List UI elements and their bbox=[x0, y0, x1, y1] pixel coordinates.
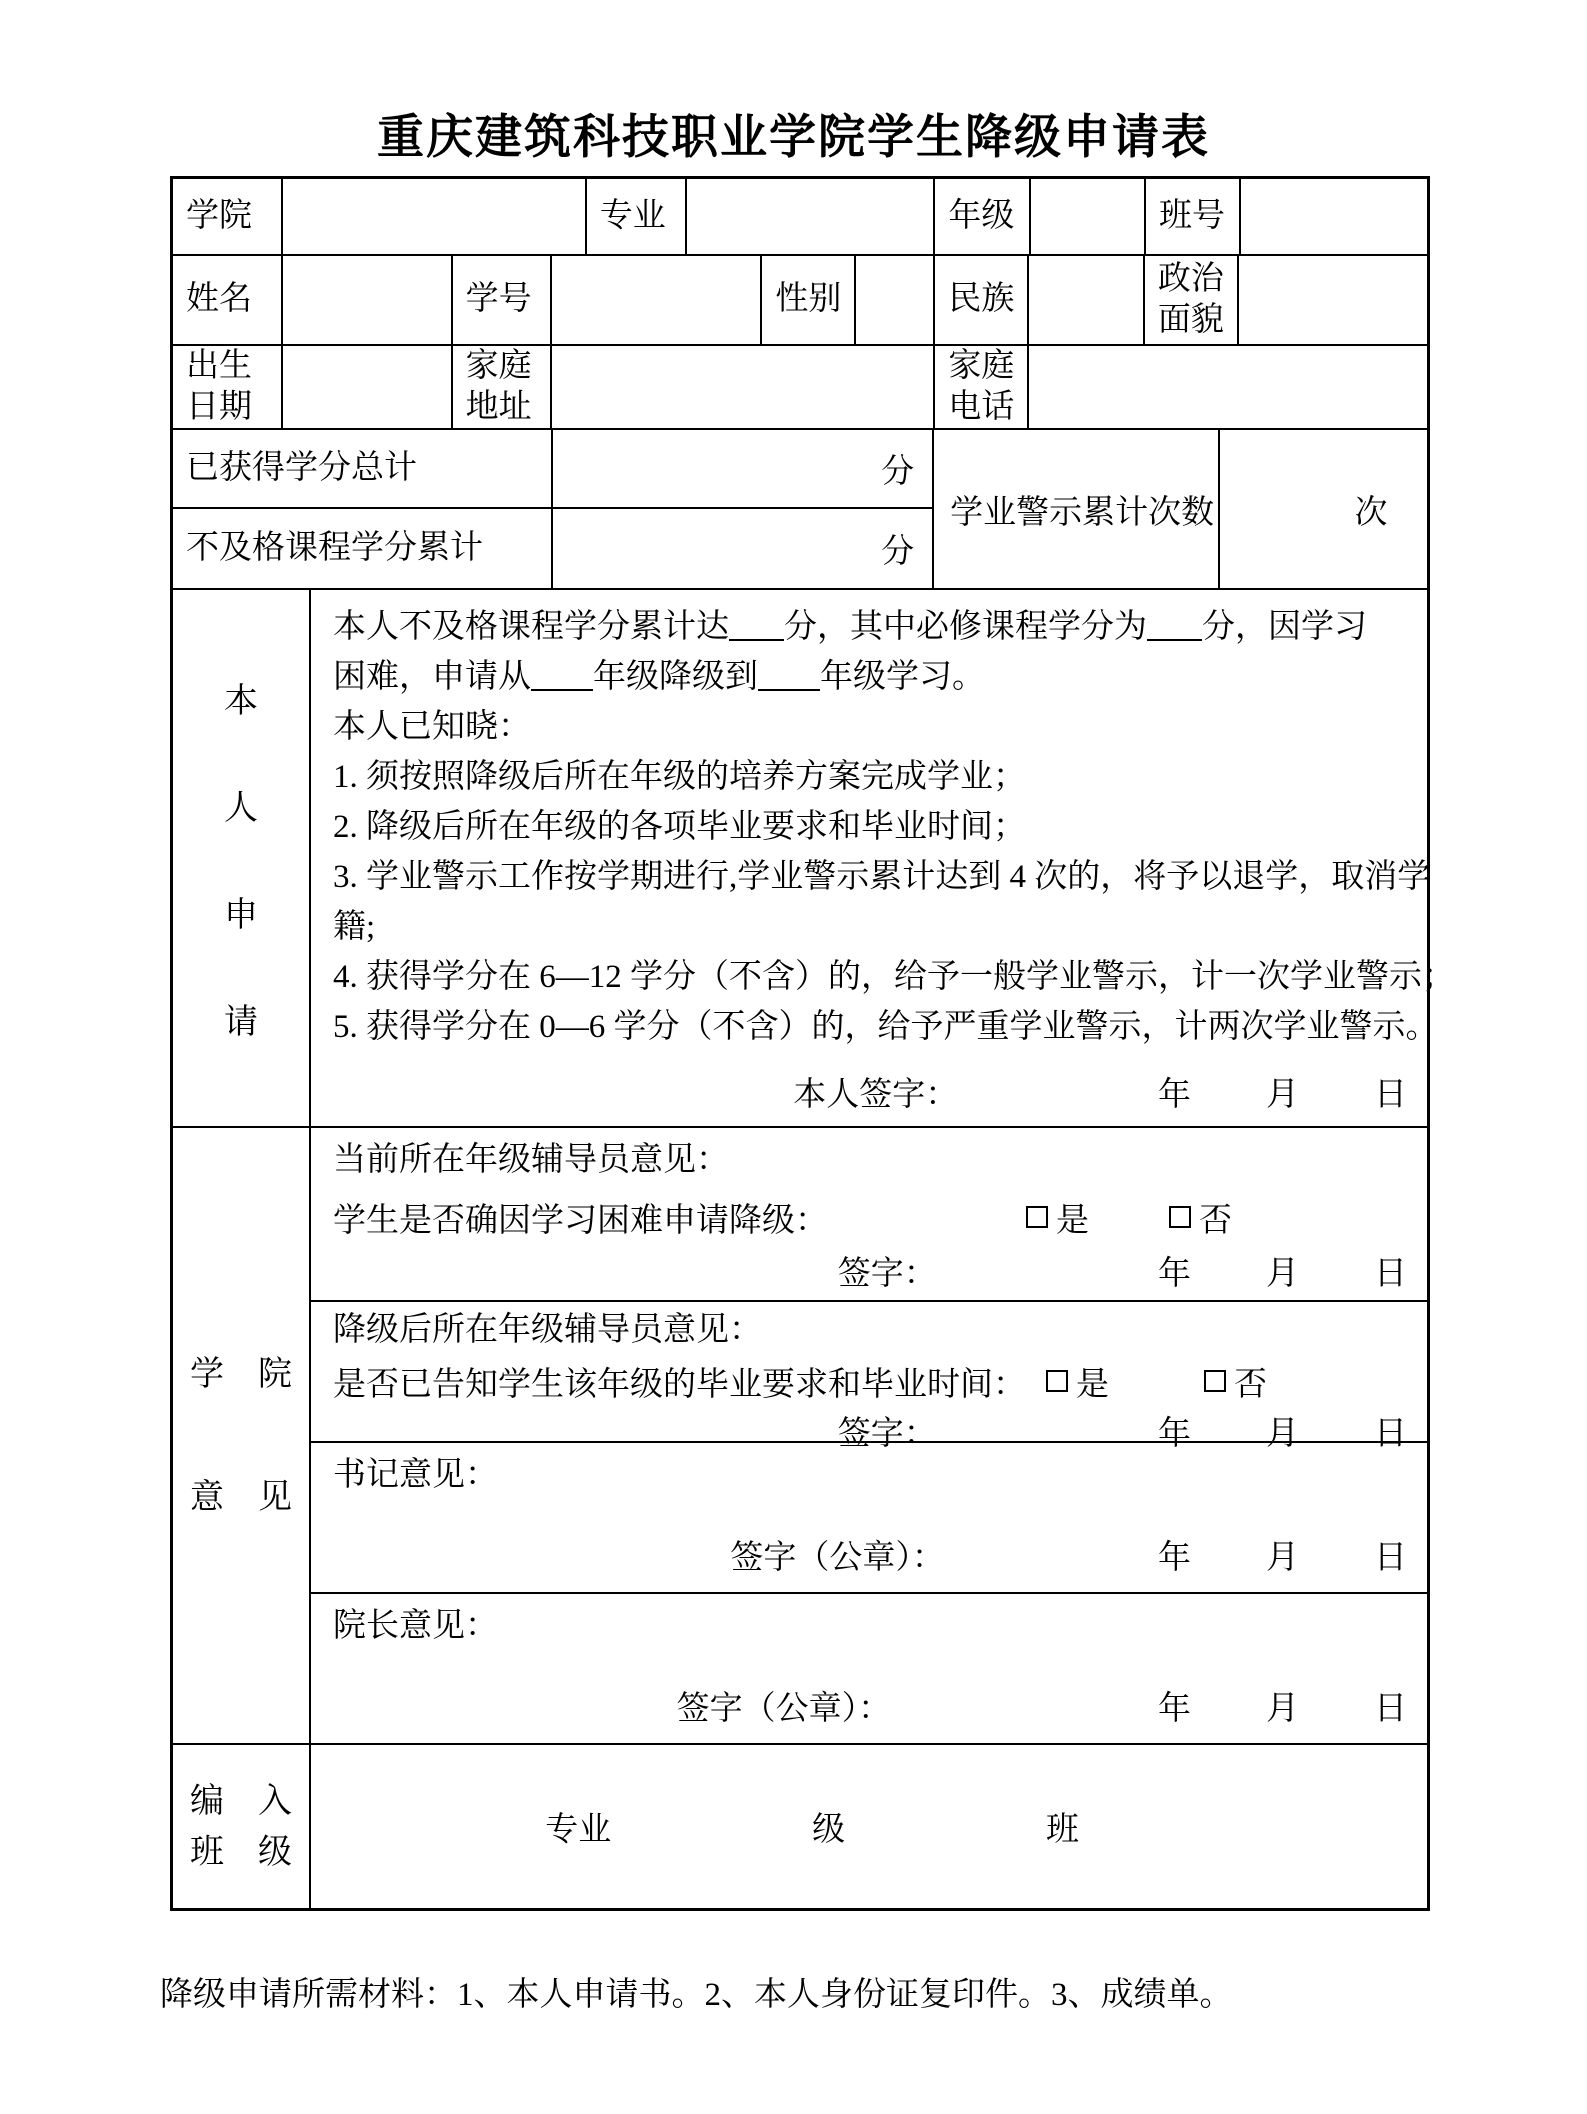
month-label: 月 bbox=[1265, 1077, 1299, 1113]
applicant-section bbox=[173, 590, 1455, 1128]
ci-unit: 次 bbox=[1354, 494, 1388, 531]
warning-block bbox=[934, 430, 1427, 588]
statement-item: 1. 须按照降级后所在年级的培养方案完成学业； bbox=[332, 759, 1026, 795]
home-address-input-cell[interactable] bbox=[552, 346, 936, 428]
dean-opinion-title: 院长意见： bbox=[332, 1608, 498, 1644]
yes-option[interactable] bbox=[1046, 1358, 1109, 1405]
grade-label: 年级 bbox=[935, 179, 1030, 254]
current-counselor-signature-row bbox=[333, 1247, 1407, 1294]
placement-side-label bbox=[173, 1745, 311, 1908]
student-id-label: 学号 bbox=[453, 256, 552, 344]
row-name bbox=[173, 256, 1427, 346]
target-counselor-title: 降级后所在年级辅导员意见： bbox=[332, 1312, 762, 1348]
checkbox-yes-icon[interactable] bbox=[1046, 1370, 1068, 1392]
home-phone-label: 家庭电话 bbox=[935, 346, 1029, 428]
required-materials-note: 降级申请所需材料：1、本人申请书。2、本人身份证复印件。3、成绩单。 bbox=[160, 1977, 1233, 2013]
statement-item: 4. 获得学分在 6—12 学分（不含）的，给予一般学业警示，计一次学业警示； bbox=[332, 959, 1455, 995]
placement-major-suffix: 专业 bbox=[545, 1812, 612, 1848]
statement-item: 3. 学业警示工作按学期进行,学业警示累计达到 4 次的，将予以退学，取消学 bbox=[332, 859, 1431, 895]
statement-text: 年级学习。 bbox=[819, 659, 985, 695]
college-opinion-content bbox=[311, 1128, 1427, 1743]
major-label: 专业 bbox=[587, 179, 687, 254]
row-birth bbox=[173, 346, 1427, 430]
placement-grade-suffix: 级 bbox=[812, 1812, 846, 1848]
statement-text: 年级降级到 bbox=[592, 659, 758, 695]
total-credits-label: 已获得学分总计 bbox=[173, 430, 553, 507]
month-label: 月 bbox=[1265, 1540, 1299, 1576]
question-text: 学生是否确因学习困难申请降级： bbox=[332, 1202, 828, 1239]
failed-credits-label: 不及格课程学分累计 bbox=[173, 509, 553, 588]
from-grade-blank[interactable] bbox=[531, 655, 593, 691]
date-fields bbox=[1158, 1068, 1407, 1115]
current-counselor-question-row bbox=[333, 1194, 1407, 1241]
failed-credits-blank[interactable] bbox=[729, 605, 784, 641]
no-label: 否 bbox=[1198, 1202, 1232, 1239]
side-label-line: 意 见 bbox=[189, 1478, 292, 1516]
year-label: 年 bbox=[1157, 1540, 1191, 1576]
statement-item: 5. 获得学分在 0—6 学分（不含）的，给予严重学业警示，计两次学业警示。 bbox=[332, 1009, 1439, 1045]
applicant-paragraph bbox=[311, 590, 1455, 1052]
class-no-label: 班号 bbox=[1146, 179, 1241, 254]
home-phone-input-cell[interactable] bbox=[1029, 346, 1427, 428]
yes-label: 是 bbox=[1055, 1202, 1089, 1239]
fen-unit: 分 bbox=[881, 534, 915, 570]
to-grade-blank[interactable] bbox=[758, 655, 820, 691]
statement-item: 2. 降级后所在年级的各项毕业要求和毕业时间； bbox=[332, 809, 1026, 845]
page-title: 重庆建筑科技职业学院学生降级申请表 bbox=[377, 112, 1210, 164]
day-label: 日 bbox=[1373, 1691, 1407, 1727]
checkbox-no-icon[interactable] bbox=[1204, 1370, 1226, 1392]
day-label: 日 bbox=[1373, 1255, 1407, 1292]
applicant-section-side-label bbox=[173, 590, 311, 1126]
statement-line: 本人已知晓： bbox=[332, 709, 531, 745]
secretary-opinion bbox=[311, 1443, 1427, 1594]
statement-item: 籍; bbox=[332, 909, 376, 945]
birth-date-label: 出生日期 bbox=[173, 346, 283, 428]
date-fields bbox=[1158, 1531, 1407, 1578]
gender-input-cell[interactable] bbox=[856, 256, 935, 344]
year-label: 年 bbox=[1157, 1077, 1191, 1113]
warning-count-label: 学业警示累计次数 bbox=[934, 430, 1220, 588]
year-label: 年 bbox=[1157, 1415, 1191, 1452]
statement-text: 本人不及格课程学分累计达 bbox=[332, 609, 729, 645]
applicant-signature-label: 本人签字： bbox=[793, 1077, 959, 1113]
total-credits-input-cell[interactable] bbox=[553, 430, 933, 507]
credits-left-block bbox=[173, 430, 934, 588]
applicant-statement bbox=[311, 590, 1455, 1126]
warning-count-input-cell[interactable] bbox=[1220, 430, 1427, 588]
no-label: 否 bbox=[1233, 1366, 1267, 1403]
year-label: 年 bbox=[1157, 1691, 1191, 1727]
checkbox-no-icon[interactable] bbox=[1169, 1206, 1191, 1228]
question-text: 是否已告知学生该年级的毕业要求和毕业时间： bbox=[332, 1366, 1026, 1403]
statement-line bbox=[333, 652, 1409, 702]
sign-label: 签字（公章）： bbox=[730, 1540, 945, 1576]
sign-label: 签字： bbox=[837, 1415, 937, 1452]
year-label: 年 bbox=[1157, 1255, 1191, 1292]
date-fields bbox=[1158, 1682, 1407, 1729]
political-status-label: 政治面貌 bbox=[1145, 256, 1239, 344]
class-no-input-cell[interactable] bbox=[1241, 179, 1427, 254]
month-label: 月 bbox=[1265, 1415, 1299, 1452]
dean-signature-row bbox=[333, 1682, 1407, 1729]
failed-credits-row bbox=[173, 509, 932, 588]
gender-label: 性别 bbox=[762, 256, 856, 344]
college-opinion-section bbox=[173, 1128, 1427, 1745]
target-counselor-opinion bbox=[311, 1302, 1427, 1452]
month-label: 月 bbox=[1265, 1255, 1299, 1292]
date-fields bbox=[1158, 1247, 1407, 1294]
college-opinion-side-label bbox=[173, 1128, 311, 1743]
placement-content[interactable] bbox=[311, 1745, 1427, 1908]
total-credits-row bbox=[173, 430, 932, 509]
day-label: 日 bbox=[1373, 1540, 1407, 1576]
statement-text: 困难，申请从 bbox=[332, 659, 531, 695]
sign-label: 签字（公章）： bbox=[676, 1691, 892, 1727]
yes-option[interactable] bbox=[1026, 1194, 1089, 1241]
current-counselor-opinion bbox=[311, 1128, 1427, 1302]
no-option[interactable] bbox=[1169, 1194, 1232, 1241]
placement-section bbox=[173, 1745, 1427, 1908]
target-counselor-question-row bbox=[333, 1358, 1407, 1405]
checkbox-yes-icon[interactable] bbox=[1026, 1206, 1048, 1228]
yes-label: 是 bbox=[1075, 1366, 1109, 1403]
secretary-signature-row bbox=[333, 1531, 1407, 1578]
row-credits bbox=[173, 430, 1427, 590]
home-address-label: 家庭地址 bbox=[453, 346, 552, 428]
side-label-line: 班 级 bbox=[189, 1833, 292, 1871]
grade-input-cell[interactable] bbox=[1031, 179, 1146, 254]
college-label: 学院 bbox=[173, 179, 283, 254]
application-form-table bbox=[170, 176, 1455, 1911]
month-label: 月 bbox=[1265, 1691, 1299, 1727]
birth-date-input-cell[interactable] bbox=[283, 346, 452, 428]
side-label-line: 编 入 bbox=[189, 1782, 292, 1820]
no-option[interactable] bbox=[1204, 1358, 1267, 1405]
major-input-cell[interactable] bbox=[687, 179, 935, 254]
side-char: 本 bbox=[223, 683, 258, 720]
current-counselor-title: 当前所在年级辅导员意见： bbox=[332, 1142, 729, 1178]
ethnicity-label: 民族 bbox=[935, 256, 1029, 344]
applicant-signature-row bbox=[311, 1068, 1427, 1115]
political-status-input-cell[interactable] bbox=[1239, 256, 1427, 344]
student-id-input-cell[interactable] bbox=[552, 256, 763, 344]
side-char: 申 bbox=[223, 897, 258, 934]
day-label: 日 bbox=[1373, 1415, 1407, 1452]
dean-opinion bbox=[311, 1594, 1427, 1743]
name-label: 姓名 bbox=[173, 256, 283, 344]
placement-class-suffix: 班 bbox=[1046, 1812, 1080, 1848]
side-label-line: 学 院 bbox=[189, 1355, 292, 1393]
secretary-opinion-title: 书记意见： bbox=[332, 1457, 498, 1493]
sign-label: 签字： bbox=[837, 1255, 937, 1292]
statement-text: 分，其中必修课程学分为 bbox=[783, 609, 1147, 645]
row-college bbox=[173, 179, 1427, 256]
statement-line bbox=[333, 602, 1409, 652]
college-input-cell[interactable] bbox=[283, 179, 586, 254]
ethnicity-input-cell[interactable] bbox=[1029, 256, 1144, 344]
side-char: 请 bbox=[223, 1004, 258, 1041]
required-credits-blank[interactable] bbox=[1147, 605, 1202, 641]
side-char: 人 bbox=[223, 790, 258, 827]
fen-unit: 分 bbox=[881, 454, 915, 490]
day-label: 日 bbox=[1373, 1077, 1407, 1113]
name-input-cell[interactable] bbox=[283, 256, 452, 344]
statement-text: 分，因学习 bbox=[1201, 609, 1367, 645]
failed-credits-input-cell[interactable] bbox=[553, 509, 933, 588]
